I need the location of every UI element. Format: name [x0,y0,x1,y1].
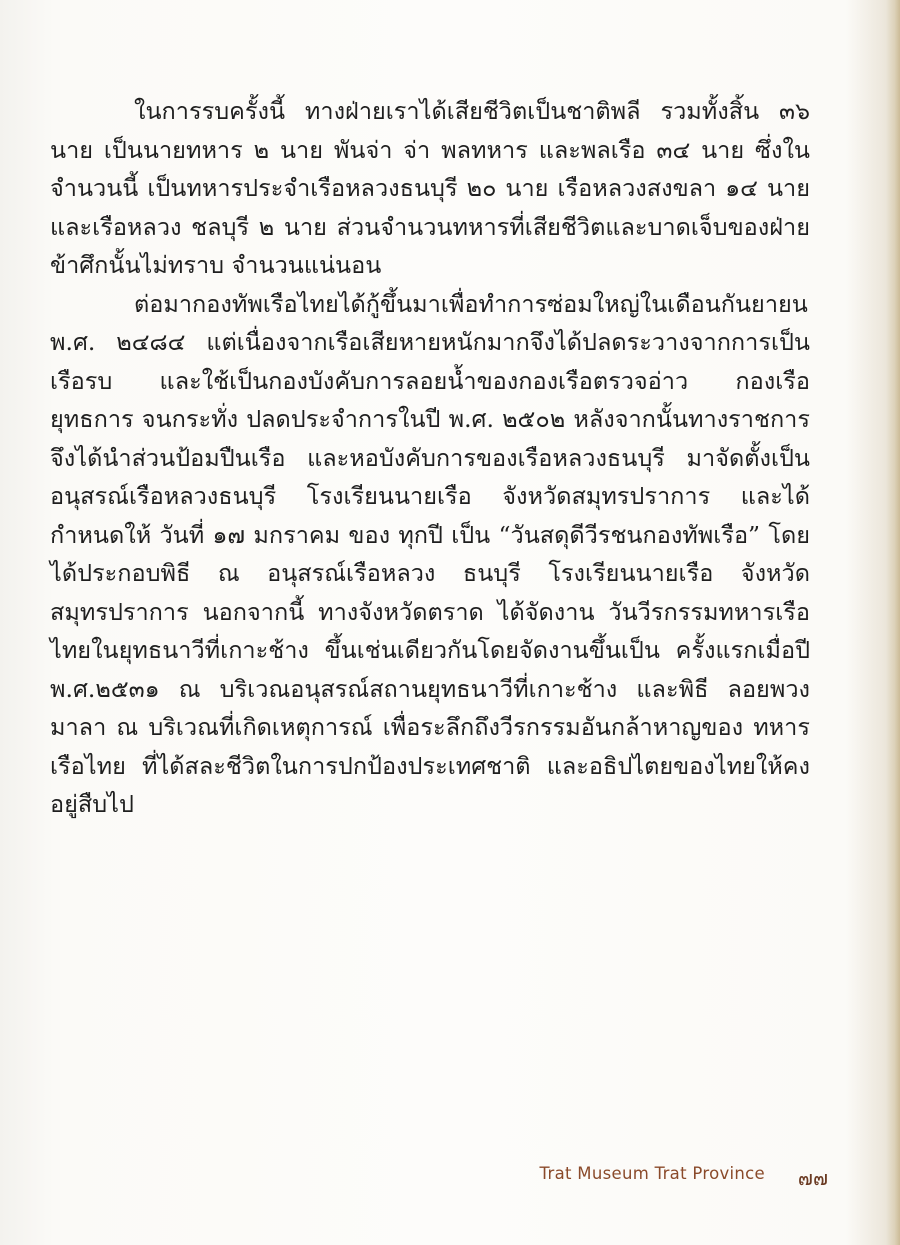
paragraph-casualties: ในการรบครั้งนี้ ทางฝ่ายเราได้เสียชีวิตเป็นชาติพลี รวมทั้งสิ้น ๓๖ นาย เป็นนายทหาร ๒ นาย พันจ่า จ่า พลทหาร และพลเรือ ๓๔ นาย ซึ่งในจำนวนนี้ เป็นทหารประจำเรือหลวงธนบุรี ๒๐ นาย เรือหลวงสงขลา ๑๔ นาย และเรือหลวง ชลบุรี ๒ นาย ส่วนจำนวนทหารที่เสียชีวิตและบาดเจ็บของฝ่ายข้าศึกนั้นไม่ทราบ จำนวนแน่นอน [50,97,810,279]
footer-label: Trat Museum Trat Province [539,1164,765,1183]
page-footer [0,1164,900,1194]
body-text [50,92,810,824]
page-number: ๗๗ [797,1166,828,1190]
page-edge-shadow [886,0,900,1245]
paragraph-memorial: ต่อมากองทัพเรือไทยได้กู้ขึ้นมาเพื่อทำการซ่อมใหญ่ในเดือนกันยายน พ.ศ. ๒๔๘๔ แต่เนื่องจากเรือเสียหายหนักมากจึงได้ปลดระวางจากการเป็นเรือรบ และใช้เป็นกองบังคับการลอยน้ำของกองเรือตรวจอ่าว กองเรือยุทธการ จนกระทั่ง ปลดประจำการในปี พ.ศ. ๒๕๐๒ หลังจากนั้นทางราชการจึงได้นำส่วนป้อมปืนเรือ และหอบังคับการของเรือหลวงธนบุรี มาจัดตั้งเป็นอนุสรณ์เรือหลวงธนบุรี โรงเรียนนายเรือ จังหวัดสมุทรปราการ และได้กำหนดให้ วันที่ ๑๗ มกราคม ของ ทุกปี เป็น “วันสดุดีวีรชนกองทัพเรือ” โดยได้ประกอบพิธี ณ อนุสรณ์เรือหลวง ธนบุรี โรงเรียนนายเรือ จังหวัดสมุทรปราการ นอกจากนี้ ทางจังหวัดตราด ได้จัดงาน วันวีรกรรมทหารเรือไทยในยุทธนาวีที่เกาะช้าง ขึ้นเช่นเดียวกันโดยจัดงานขึ้นเป็น ครั้งแรกเมื่อปี พ.ศ.๒๕๓๑ ณ บริเวณอนุสรณ์สถานยุทธนาวีที่เกาะช้าง และพิธี ลอยพวงมาลา ณ บริเวณที่เกิดเหตุการณ์ เพื่อระลึกถึงวีรกรรมอันกล้าหาญของ ทหารเรือไทย ที่ได้สละชีวิตในการปกป้องประเทศชาติ และอธิปไตยของไทยให้คง อยู่สืบไป [50,289,810,818]
